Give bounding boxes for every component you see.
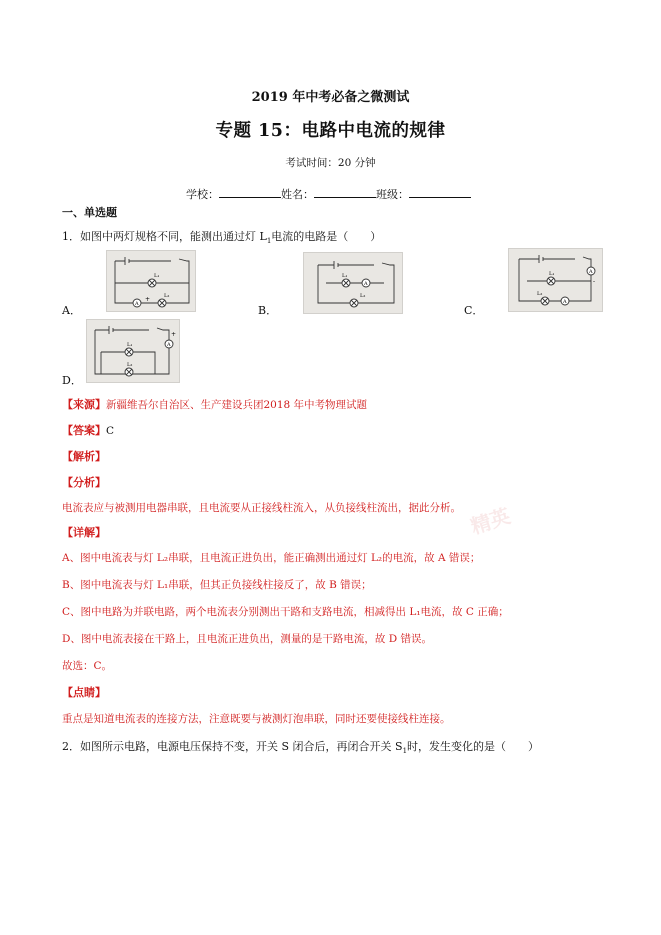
label-minus: - (593, 278, 596, 285)
exam-time-label: 考试时间： (285, 157, 338, 169)
label-l2: L₂ (360, 293, 366, 299)
question-text-b: 时，发生变化的是（ ） (407, 740, 540, 753)
question-text-a: 如图所示电路，电源电压保持不变，开关 S 闭合后，再闭合开关 S (80, 740, 403, 753)
label-plus: + (171, 331, 177, 338)
analysis-tag: 【分析】 (62, 476, 106, 489)
name-blank (314, 185, 376, 198)
circuit-image-d (86, 319, 180, 383)
answer-tag: 【答案】 (62, 424, 106, 437)
circuit-image-c (508, 248, 603, 312)
detail-line-c: C、图中电路为并联电路，两个电流表分别测出干路和支路电流，相减得出 L₁电流，故 C 正确； (62, 606, 509, 618)
student-info-line (186, 185, 471, 202)
circuit-image-a (106, 250, 196, 312)
option-b[interactable]: B． (258, 304, 278, 317)
detail-line-a: A、图中电流表与灯 L₂串联，且电流正进负出，能正确测出通过灯 L₂的电流，故 A 错误； (62, 552, 481, 564)
label-l2: L₂ (537, 291, 543, 297)
question-1-stem (62, 228, 381, 245)
question-number: 2． (62, 740, 80, 753)
label-l1: L₁ (127, 342, 133, 348)
detail-tag: 【详解】 (62, 526, 106, 539)
circuit-image-b (303, 252, 403, 314)
label-l2: L₂ (127, 362, 133, 368)
detail-line-b: B、图中电流表与灯 L₁串联，但其正负接线柱接反了，故 B 错误； (62, 579, 372, 591)
source-tag: 【来源】 (62, 398, 106, 411)
answer-line (62, 422, 114, 438)
question-text-a: 如图中两灯规格不同，能测出通过灯 L (80, 230, 267, 243)
label-ammeter: A (364, 281, 368, 287)
answer-value: C (106, 425, 115, 437)
solution-tag: 【解析】 (62, 450, 106, 463)
label-l1: L₁ (342, 273, 348, 279)
label-ammeter: A (135, 301, 139, 307)
class-label: 班级： (376, 188, 409, 201)
school-blank (219, 185, 281, 198)
option-a[interactable]: A． (62, 304, 81, 317)
circuit-diagram-c (509, 249, 602, 311)
source-line (62, 396, 367, 412)
subscript: 1 (266, 237, 272, 246)
name-label: 姓名： (281, 188, 314, 201)
label-l2: L₂ (164, 293, 170, 299)
label-ammeter-branch: A (563, 299, 567, 305)
label-l1: L₁ (549, 271, 555, 277)
label-plus: + (145, 296, 151, 303)
analysis-text: 电流表应与被测用电器串联，且电流要从正接线柱流入，从负接线柱流出，据此分析。 (62, 502, 461, 514)
question-text-b: 电流的电路是（ ） (271, 230, 382, 243)
exam-title: 2019 年中考必备之微测试 (251, 90, 410, 105)
section-title: 一、单选题 (62, 206, 117, 219)
conclusion: 故选：C。 (62, 660, 113, 672)
class-blank (409, 185, 471, 198)
label-ammeter-main: A (589, 269, 593, 275)
exam-time-value: 20 分钟 (337, 157, 376, 169)
circuit-diagram-a (107, 251, 195, 311)
question-2-stem (62, 738, 539, 755)
exam-time (0, 155, 661, 170)
circuit-diagram-d (87, 320, 179, 382)
comment-tag: 【点睛】 (62, 686, 106, 699)
option-c[interactable]: C． (464, 304, 484, 317)
watermark: 精英 (467, 503, 514, 539)
topic-title: 专题 15：电路中电流的规律 (215, 121, 446, 141)
school-label: 学校： (186, 188, 219, 201)
detail-line-d: D、图中电流表接在干路上，且电流正进负出，测量的是干路电流，故 D 错误。 (62, 633, 433, 645)
comment-text: 重点是知道电流表的连接方法，注意既要与被测灯泡串联，同时还要使接线柱连接。 (62, 713, 451, 725)
label-l1: L₁ (154, 273, 160, 279)
circuit-diagram-b (304, 253, 402, 313)
subscript: 1 (402, 747, 408, 756)
source-text: 新疆维吾尔自治区、生产建设兵团2018 年中考物理试题 (106, 399, 368, 411)
question-number: 1． (62, 230, 80, 243)
label-ammeter: A (167, 342, 171, 348)
option-d[interactable]: D． (62, 374, 82, 387)
